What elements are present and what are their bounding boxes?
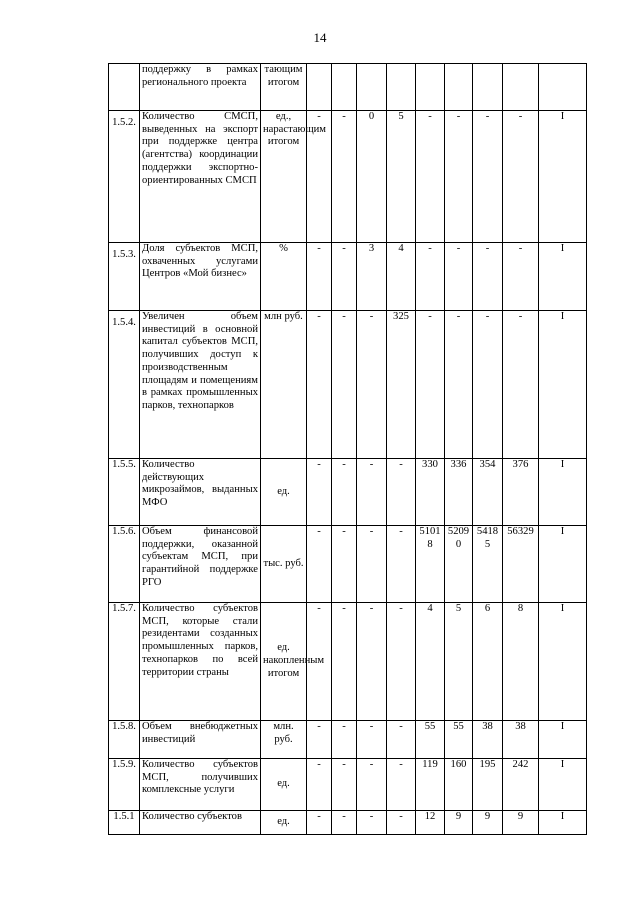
value-cell: - xyxy=(332,526,357,603)
value-cell: - xyxy=(387,459,416,526)
value-cell: 242 xyxy=(503,759,539,811)
value-cell: - xyxy=(387,759,416,811)
value-cell xyxy=(416,64,445,111)
value-cell: 9 xyxy=(473,811,503,835)
value-cell: 330 xyxy=(416,459,445,526)
value-cell xyxy=(473,64,503,111)
row-number: 1.5.5. xyxy=(109,459,140,526)
value-cell: 336 xyxy=(445,459,473,526)
value-cell: 354 xyxy=(473,459,503,526)
value-cell: - xyxy=(332,811,357,835)
value-cell: - xyxy=(307,243,332,311)
value-cell: - xyxy=(332,243,357,311)
unit-cell: млн. руб. xyxy=(261,721,307,759)
value-cell: 51018 xyxy=(416,526,445,603)
value-cell: - xyxy=(387,603,416,721)
value-cell: - xyxy=(357,811,387,835)
value-cell: 9 xyxy=(445,811,473,835)
value-cell: - xyxy=(445,311,473,459)
value-cell: - xyxy=(307,526,332,603)
unit-cell: ед. накопленным итогом xyxy=(261,603,307,721)
indicator-name: Количество субъектов МСП, которые стали резидентами созданных промышленных парков, технопарков по всей территории страны xyxy=(140,603,261,721)
value-cell: - xyxy=(473,243,503,311)
row-number: 1.5.1 xyxy=(109,811,140,835)
value-cell: 5 xyxy=(387,111,416,243)
value-cell: - xyxy=(473,111,503,243)
table-row xyxy=(109,759,587,811)
indicator-name: Доля субъектов МСП, охваченных услугами Центров «Мой бизнес» xyxy=(140,243,261,311)
value-cell: 4 xyxy=(387,243,416,311)
unit-cell: ед. xyxy=(261,759,307,811)
value-cell: - xyxy=(332,721,357,759)
value-cell: I xyxy=(539,721,587,759)
value-cell: 55 xyxy=(445,721,473,759)
table-row xyxy=(109,243,587,311)
value-cell: I xyxy=(539,526,587,603)
value-cell: 38 xyxy=(503,721,539,759)
value-cell: - xyxy=(445,243,473,311)
unit-cell: тыс. руб. xyxy=(261,526,307,603)
indicator-name: Количество субъектов xyxy=(140,811,261,835)
value-cell: - xyxy=(307,111,332,243)
value-cell: I xyxy=(539,459,587,526)
value-cell: - xyxy=(473,311,503,459)
value-cell: - xyxy=(307,311,332,459)
value-cell: I xyxy=(539,603,587,721)
value-cell: - xyxy=(357,721,387,759)
value-cell: - xyxy=(416,111,445,243)
value-cell: - xyxy=(387,721,416,759)
value-cell: 54185 xyxy=(473,526,503,603)
value-cell: - xyxy=(307,603,332,721)
value-cell: 55 xyxy=(416,721,445,759)
value-cell: 38 xyxy=(473,721,503,759)
value-cell xyxy=(307,64,332,111)
table-row xyxy=(109,811,587,835)
unit-cell: ед., нарастающим итогом xyxy=(261,111,307,243)
row-number: 1.5.2. xyxy=(109,111,140,243)
value-cell: 3 xyxy=(357,243,387,311)
value-cell xyxy=(445,64,473,111)
indicator-name: Объем внебюджетных инвестиций xyxy=(140,721,261,759)
table-row xyxy=(109,311,587,459)
indicators-table xyxy=(108,63,587,835)
value-cell: - xyxy=(387,811,416,835)
value-cell: 325 xyxy=(387,311,416,459)
unit-cell: тающим итогом xyxy=(261,64,307,111)
unit-cell: ед. xyxy=(261,811,307,835)
value-cell: 6 xyxy=(473,603,503,721)
value-cell: 52090 xyxy=(445,526,473,603)
table-row xyxy=(109,64,587,111)
value-cell: 4 xyxy=(416,603,445,721)
value-cell: 160 xyxy=(445,759,473,811)
value-cell: - xyxy=(332,311,357,459)
value-cell: 8 xyxy=(503,603,539,721)
value-cell xyxy=(357,64,387,111)
value-cell xyxy=(332,64,357,111)
value-cell: I xyxy=(539,811,587,835)
value-cell: - xyxy=(307,459,332,526)
value-cell: 5 xyxy=(445,603,473,721)
row-number xyxy=(109,64,140,111)
value-cell: - xyxy=(503,111,539,243)
indicator-name: Количество субъектов МСП, получивших комплексные услуги xyxy=(140,759,261,811)
value-cell: - xyxy=(307,811,332,835)
table-row xyxy=(109,459,587,526)
table-row xyxy=(109,111,587,243)
value-cell: - xyxy=(503,311,539,459)
value-cell xyxy=(503,64,539,111)
value-cell: - xyxy=(332,459,357,526)
value-cell: - xyxy=(357,311,387,459)
table-row xyxy=(109,526,587,603)
row-number: 1.5.8. xyxy=(109,721,140,759)
value-cell: - xyxy=(332,603,357,721)
value-cell: I xyxy=(539,311,587,459)
indicator-name: Количество СМСП, выведенных на экспорт при поддержке центра (агентства) координации поддержки экспортно-ориентированных СМСП xyxy=(140,111,261,243)
value-cell: I xyxy=(539,111,587,243)
table-row xyxy=(109,721,587,759)
value-cell: 12 xyxy=(416,811,445,835)
value-cell xyxy=(539,64,587,111)
indicator-name: Объем финансовой поддержки, оказанной субъектам МСП, при гарантийной поддержке РГО xyxy=(140,526,261,603)
value-cell: 195 xyxy=(473,759,503,811)
value-cell: 119 xyxy=(416,759,445,811)
unit-cell: % xyxy=(261,243,307,311)
indicator-name: Количество действующих микрозаймов, выданных МФО xyxy=(140,459,261,526)
unit-cell: ед. xyxy=(261,459,307,526)
value-cell: - xyxy=(332,759,357,811)
table-row xyxy=(109,603,587,721)
value-cell xyxy=(387,64,416,111)
value-cell: - xyxy=(332,111,357,243)
value-cell: I xyxy=(539,243,587,311)
value-cell: 376 xyxy=(503,459,539,526)
indicator-name: Увеличен объем инвестиций в основной капитал субъектов МСП, получивших доступ к производственным площадям и помещениям в рамках промышленных парков, технопарков xyxy=(140,311,261,459)
value-cell: - xyxy=(387,526,416,603)
row-number: 1.5.9. xyxy=(109,759,140,811)
row-number: 1.5.3. xyxy=(109,243,140,311)
value-cell: - xyxy=(416,243,445,311)
value-cell: - xyxy=(445,111,473,243)
value-cell: 56329 xyxy=(503,526,539,603)
value-cell: - xyxy=(503,243,539,311)
value-cell: - xyxy=(357,603,387,721)
row-number: 1.5.7. xyxy=(109,603,140,721)
value-cell: - xyxy=(357,759,387,811)
value-cell: 0 xyxy=(357,111,387,243)
value-cell: - xyxy=(357,526,387,603)
value-cell: - xyxy=(307,759,332,811)
page-number: 14 xyxy=(313,30,327,45)
value-cell: 9 xyxy=(503,811,539,835)
unit-cell: млн руб. xyxy=(261,311,307,459)
indicator-name: поддержку в рамках регионального проекта xyxy=(140,64,261,111)
row-number: 1.5.6. xyxy=(109,526,140,603)
row-number: 1.5.4. xyxy=(109,311,140,459)
value-cell: - xyxy=(357,459,387,526)
value-cell: - xyxy=(307,721,332,759)
value-cell: - xyxy=(416,311,445,459)
value-cell: I xyxy=(539,759,587,811)
